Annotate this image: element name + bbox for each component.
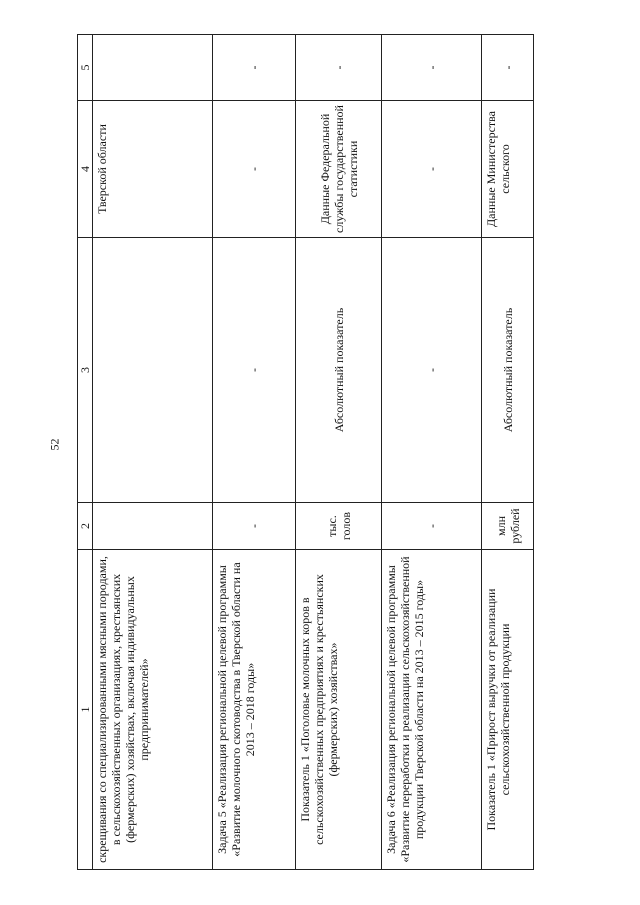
note-cell: - — [296, 35, 382, 101]
indicator-description: скрещивания со специализированными мясными породами, в сельскохозяйственных организациях, крестьянских (фермерских) хозяйствах, включая индивидуальных предпринимателей» — [93, 550, 213, 870]
indicator-table — [77, 34, 534, 870]
method-cell: - — [382, 238, 482, 503]
unit-cell: тыс. голов — [296, 503, 382, 550]
method-cell: Абсолютный показатель — [482, 238, 534, 503]
indicator-description: Показатель 1 «Поголовье молочных коров в сельскохозяйственных предприятиях и крестьянских (фермерских) хозяйствах» — [296, 550, 382, 870]
column-number-4: 4 — [78, 101, 93, 238]
source-cell: Данные Федеральной службы государственной статистики — [296, 101, 382, 238]
method-cell: - — [213, 238, 296, 503]
column-number-3: 3 — [78, 238, 93, 503]
table-row — [382, 35, 482, 870]
note-cell: - — [213, 35, 296, 101]
method-cell: Абсолютный показатель — [296, 238, 382, 503]
indicator-description: Показатель 1 «Прирост выручки от реализации сельскохозяйственной продукции — [482, 550, 534, 870]
task-description: Задача 5 «Реализация региональной целевой программы «Развитие молочного скотоводства в Тверской области на 2013 – 2018 годы» — [213, 550, 296, 870]
table-row — [213, 35, 296, 870]
note-cell — [93, 35, 213, 101]
table-row — [482, 35, 534, 870]
column-number-2: 2 — [78, 503, 93, 550]
unit-cell: - — [213, 503, 296, 550]
source-cell: Данные Министерства сельского — [482, 101, 534, 238]
method-cell — [93, 238, 213, 503]
source-cell: - — [382, 101, 482, 238]
table-row — [296, 35, 382, 870]
unit-cell: млн рублей — [482, 503, 534, 550]
note-cell: - — [482, 35, 534, 101]
rotated-table-frame — [77, 0, 557, 870]
page-number: 52 — [47, 438, 62, 451]
table-header-row — [78, 35, 93, 870]
unit-cell: - — [382, 503, 482, 550]
column-number-1: 1 — [78, 550, 93, 870]
table-row — [93, 35, 213, 870]
column-number-5: 5 — [78, 35, 93, 101]
task-description: Задача 6 «Реализация региональной целевой программы «Развитие переработки и реализации сельскохозяйственной продукции Тверской области на 2013 – 2015 годы» — [382, 550, 482, 870]
unit-cell — [93, 503, 213, 550]
source-cell: - — [213, 101, 296, 238]
note-cell: - — [382, 35, 482, 101]
source-cell: Тверской области — [93, 101, 213, 238]
